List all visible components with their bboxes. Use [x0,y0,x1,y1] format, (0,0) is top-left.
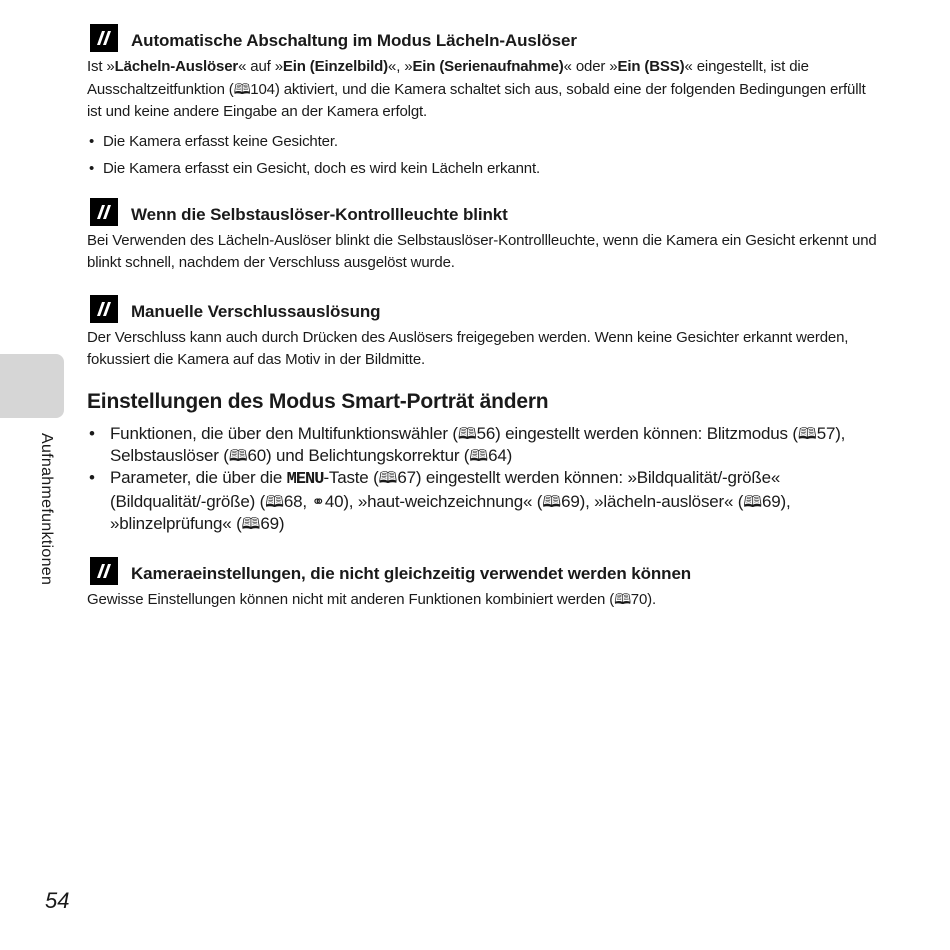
note-title: Manuelle Verschlussauslösung [131,301,381,321]
list-item: • Die Kamera erfasst keine Gesichter. [87,128,877,155]
note-pencil-icon [90,557,118,585]
note-title: Kameraeinstellungen, die nicht gleichzeitig verwendet werden können [131,563,692,583]
note-body: Ist »Lächeln-Auslöser« auf »Ein (Einzelbild)«, »Ein (Serienaufnahme)« oder »Ein (BSS)« eingestellt, ist die Ausschaltzeitfunktion (🕮104) aktiviert, und die Kamera schaltet sich aus, sobald eine der folgenden Bedingungen erfüllt ist und keine andere Eingabe an der Kamera erfolgt. [87,58,866,120]
book-reference-icon: 🕮 [228,445,248,465]
chapter-label: Aufnahmefunktionen [38,433,55,586]
note-body: Bei Verwenden des Lächeln-Auslöser blinkt die Selbstauslöser-Kontrollleuchte, wenn die Kamera ein Gesicht erkennt und blinkt schnell, nachdem der Verschluss ausgelöst wurde. [87,231,877,271]
book-reference-icon: 🕮 [241,513,261,533]
note-pencil-icon [90,295,118,323]
bullet-list [87,423,877,535]
note-header [87,557,877,585]
book-reference-icon: 🕮 [743,491,763,511]
note-body: Der Verschluss kann auch durch Drücken des Auslösers freigegeben werden. Wenn keine Gesichter erkannt werden, fokussiert die Kamera auf das Motiv in der Bildmitte. [87,328,849,368]
book-reference-icon: 🕮 [797,423,817,443]
list-item: • Funktionen, die über den Multifunktionswähler (🕮56) eingestellt werden können: Blitzmodus (🕮57), Selbstauslöser (🕮60) und Belichtungskorrektur (🕮64) [87,423,877,467]
note-incompatible-settings [87,557,877,612]
note-pencil-icon [90,24,118,52]
note-auto-off [87,24,877,182]
book-reference-icon: 🕮 [265,491,284,511]
note-title: Wenn die Selbstauslöser-Kontrollleuchte blinkt [131,204,508,224]
note-header [87,198,877,226]
list-item: • Parameter, die über die MENU-Taste (🕮67) eingestellt werden können: »Bildqualität/-größe« (Bildqualität/-größe) (🕮68, ⚭40), »haut-weichzeichnung« (🕮69), »lächeln-auslöser« (🕮69), »blinzelprüfung« (🕮69) [87,467,877,535]
settings-section [87,390,877,535]
note-manual-release [87,295,877,372]
note-pencil-icon [90,198,118,226]
note-title: Automatische Abschaltung im Modus Lächeln-Auslöser [131,31,577,50]
book-reference-icon: 🕮 [469,445,489,465]
book-reference-icon: 🕮 [233,81,251,98]
chapter-tab [0,354,64,418]
note-header [87,24,877,52]
book-reference-icon: 🕮 [542,491,562,511]
reference-link-icon: ⚭ [311,491,325,511]
section-title: Einstellungen des Modus Smart-Porträt ändern [87,389,549,413]
note-body: Gewisse Einstellungen können nicht mit anderen Funktionen kombiniert werden (🕮70). [87,590,656,608]
note-header [87,295,877,323]
manual-page [87,24,877,631]
book-reference-icon: 🕮 [457,423,477,443]
list-item: • Die Kamera erfasst ein Gesicht, doch es wird kein Lächeln erkannt. [87,155,877,182]
book-reference-icon: 🕮 [614,591,631,608]
page-number: 54 [45,888,70,913]
book-reference-icon: 🕮 [378,467,398,487]
menu-key-label: MENU [286,469,324,489]
bullet-list [87,128,877,182]
note-self-timer-lamp [87,198,877,275]
